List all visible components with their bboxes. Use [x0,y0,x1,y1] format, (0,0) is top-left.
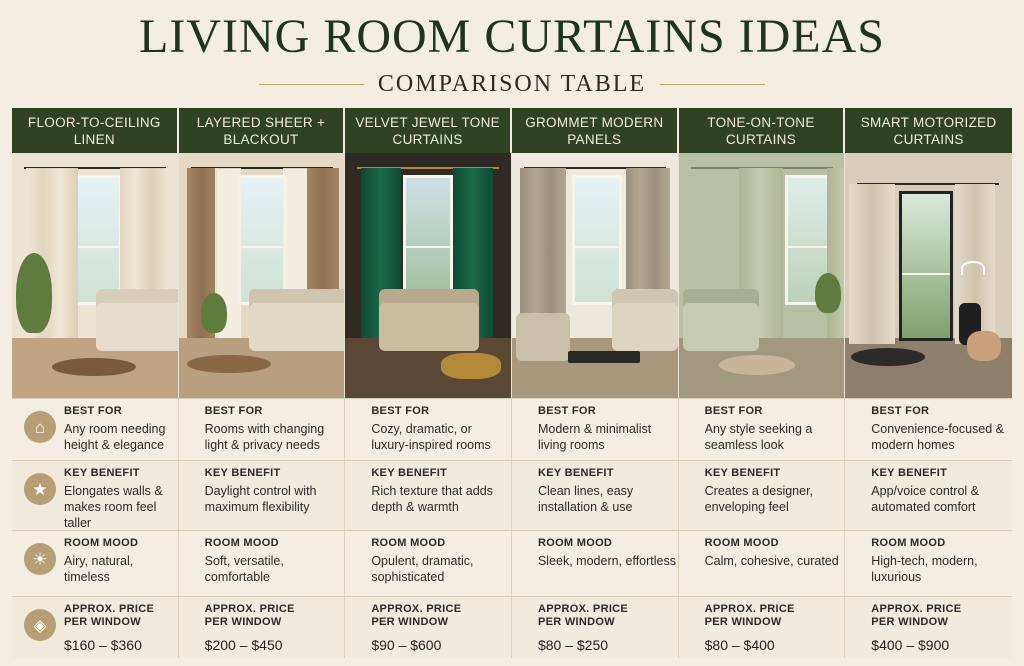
row-label: KEY BENEFIT [371,467,448,479]
price-tag-icon: ◈ [24,609,56,641]
row-label: BEST FOR [871,405,930,417]
column-header: SMART MOTORIZED CURTAINS [845,108,1012,153]
price-value: $80 – $400 [704,637,775,653]
best-for-value: Convenience-focused & modern homes [871,422,1005,452]
best-for-value: Any room needing height & elegance [64,422,166,452]
row-label: KEY BENEFIT [704,467,781,479]
row-label: BEST FOR [537,405,596,417]
best-for-value: Rooms with changing light & privacy needs [204,422,325,452]
smart-motorized-room-image [845,153,1012,398]
divider-right [660,84,765,85]
column-header: GROMMET MODERN PANELS [512,108,679,153]
row-label: ROOM MOOD [537,537,613,549]
room-mood-value: Airy, natural, timeless [64,554,134,584]
best-for-row [12,398,1012,460]
row-label: BEST FOR [204,405,263,417]
cell [345,531,512,596]
cell [845,399,1012,460]
best-for-value: Cozy, dramatic, or luxury-inspired rooms [371,422,491,452]
cell [679,461,846,530]
row-label: ROOM MOOD [204,537,279,549]
cell [345,399,512,460]
row-label: KEY BENEFIT [64,467,140,479]
room-mood-row [12,530,1012,596]
row-label: BEST FOR [371,405,430,417]
room-mood-value: Opulent, dramatic, sophisticated [371,554,474,584]
price-value: $80 – $250 [537,637,609,653]
row-label: BEST FOR [704,405,763,417]
key-benefit-value: Creates a designer, enveloping feel [704,484,814,514]
image-row [12,153,1012,398]
row-label: ROOM MOOD [871,537,946,549]
row-label: PER WINDOW [871,616,949,628]
room-mood-value: Sleek, modern, effortless [537,554,676,568]
cell [845,461,1012,530]
price-value: $400 – $900 [871,637,950,653]
header-row [12,108,1012,153]
row-label: PER WINDOW [204,616,282,628]
row-label: PER WINDOW [371,616,449,628]
star-icon: ★ [24,473,56,505]
column-header: TONE-ON-TONE CURTAINS [679,108,846,153]
row-label: PER WINDOW [704,616,782,628]
row-label: BEST FOR [64,405,123,417]
comparison-table [12,108,1012,658]
row-label: KEY BENEFIT [537,467,614,479]
key-benefit-value: App/voice control & automated comfort [871,484,979,514]
key-benefit-value: Daylight control with maximum flexibility [204,484,317,514]
column-header: LAYERED SHEER + BLACKOUT [179,108,346,153]
house-icon: ⌂ [24,411,56,443]
row-label: APPROX. PRICE [64,603,155,615]
cell [179,597,346,658]
cell [679,399,846,460]
column-header: VELVET JEWEL TONE CURTAINS [345,108,512,153]
room-mood-value: Calm, cohesive, curated [704,554,839,568]
best-for-value: Any style seeking a seamless look [704,422,813,452]
cell [512,597,679,658]
row-label: PER WINDOW [537,616,615,628]
key-benefit-value: Clean lines, easy installation & use [537,484,634,514]
cell [179,531,346,596]
price-value: $160 – $360 [64,637,142,653]
row-label: APPROX. PRICE [537,603,629,615]
row-label: PER WINDOW [64,616,141,628]
page-subtitle: COMPARISON TABLE [377,70,647,97]
cell [512,461,679,530]
linen-room-image [12,153,179,398]
cell [679,531,846,596]
cell [845,531,1012,596]
row-label: APPROX. PRICE [704,603,795,615]
page-title: LIVING ROOM CURTAINS IDEAS [139,10,885,63]
row-label: ROOM MOOD [704,537,779,549]
cell [845,597,1012,658]
grommet-room-image [512,153,679,398]
row-label: KEY BENEFIT [204,467,281,479]
key-benefit-value: Elongates walls & makes room feel taller [64,484,163,530]
cell [512,531,679,596]
cell [179,461,346,530]
lightbulb-icon: ☀ [24,543,56,575]
divider-left [259,84,364,85]
cell [12,461,179,530]
subtitle-row [0,70,1024,98]
cell [12,531,179,596]
best-for-value: Modern & minimalist living rooms [537,422,652,452]
cell [345,461,512,530]
cell [12,399,179,460]
column-header: FLOOR-TO-CEILING LINEN [12,108,179,153]
room-mood-value: Soft, versatile, comfortable [204,554,284,584]
key-benefit-row [12,460,1012,530]
room-mood-value: High-tech, modern, luxurious [871,554,978,584]
row-label: KEY BENEFIT [871,467,948,479]
cell [179,399,346,460]
cell [12,597,179,658]
row-label: APPROX. PRICE [371,603,462,615]
row-label: ROOM MOOD [371,537,446,549]
cell [345,597,512,658]
cell [679,597,846,658]
row-label: ROOM MOOD [64,537,139,549]
row-label: APPROX. PRICE [204,603,295,615]
tone-on-tone-room-image [679,153,846,398]
price-value: $200 – $450 [204,637,283,653]
layered-room-image [179,153,346,398]
price-row [12,596,1012,658]
price-value: $90 – $600 [371,637,442,653]
row-label: APPROX. PRICE [871,603,962,615]
cell [512,399,679,460]
velvet-room-image [345,153,512,398]
key-benefit-value: Rich texture that adds depth & warmth [371,484,493,514]
